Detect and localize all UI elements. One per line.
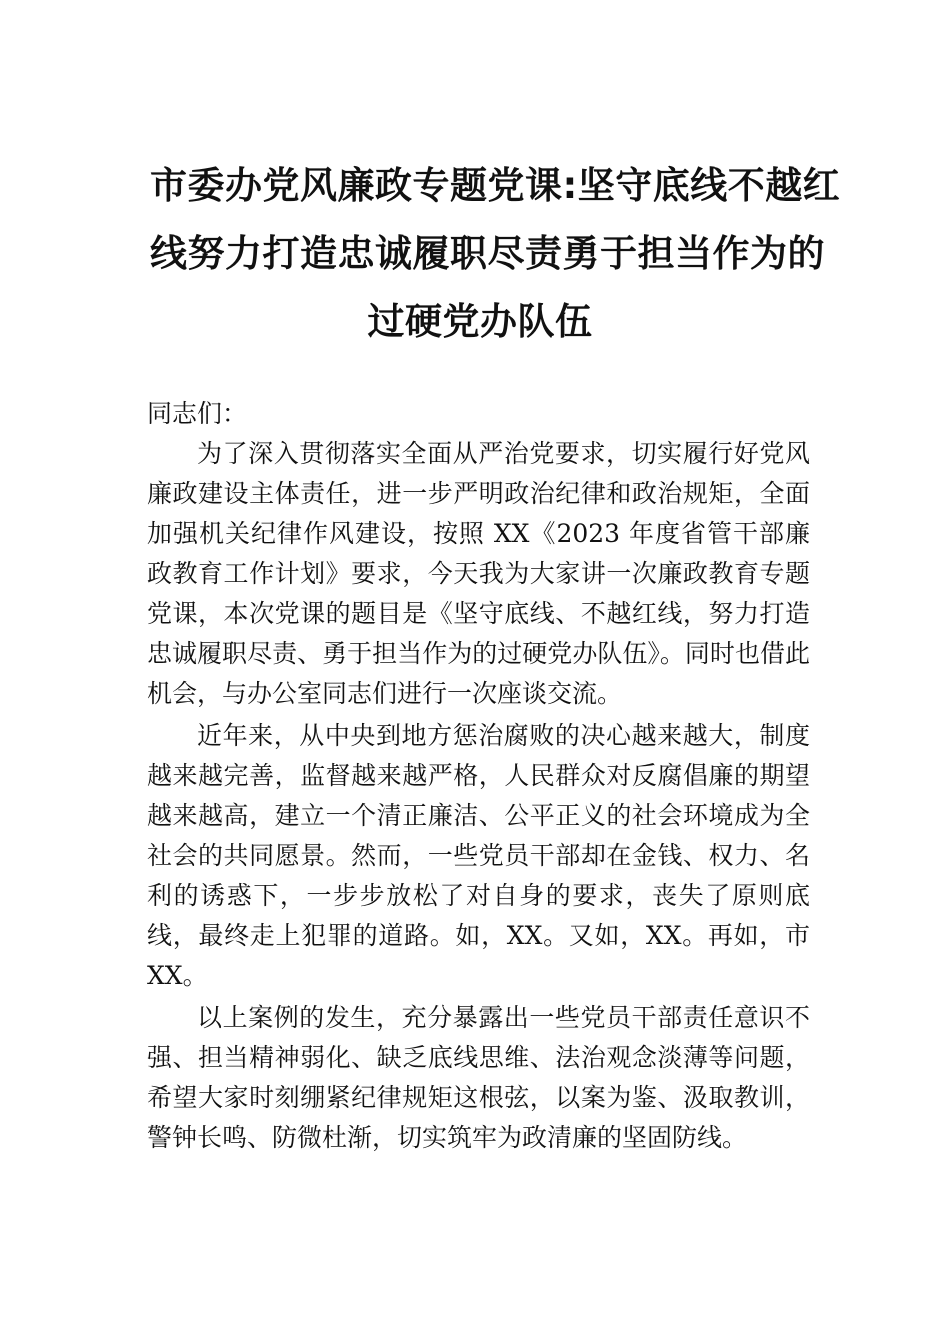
- paragraph-2: 近年来，从中央到地方惩治腐败的决心越来越大，制度越来越完善，监督越来越严格，人民群众对反腐倡廉的期望越来越高，建立一个清正廉洁、公平正义的社会环境成为全社会的共同愿景。然而，一些党员干部却在金钱、权力、名利的诱惑下，一步步放松了对自身的要求，丧失了原则底线，最终走上犯罪的道路。如，XX。又如，XX。再如，市 XX。: [147, 721, 810, 990]
- document-body: [147, 394, 810, 1160]
- title-line-2: 线努力打造忠诚履职尽责勇于担当作为的: [150, 232, 825, 275]
- title-line-1: 市委办党风廉政专题党课:坚守底线不越红: [150, 164, 841, 207]
- paragraph-3: 以上案例的发生，充分暴露出一些党员干部责任意识不强、担当精神弱化、缺乏底线思维、法治观念淡薄等问题， 希望大家时刻绷紧纪律规矩这根弦，以案为鉴、汲取教训， 警钟长鸣、防微杜渐，切实筑牢为政清廉的坚固防线。: [147, 1003, 810, 1152]
- salutation: 同志们：: [147, 399, 248, 428]
- document-title: [150, 152, 841, 356]
- title-line-3: 过硬党办队伍: [367, 300, 593, 343]
- paragraph-1: 为了深入贯彻落实全面从严治党要求，切实履行好党风廉政建设主体责任，进一步严明政治纪律和政治规矩，全面加强机关纪律作风建设，按照 XX《2023 年度省管干部廉政教育工作计划》要求，今天我为大家讲一次廉政教育专题党课，本次党课的题目是《坚守底线、不越红线，努力打造忠诚履职尽责、勇于担当作为的过硬党办队伍》。同时也借此机会，与办公室同志们进行一次座谈交流。: [147, 439, 810, 708]
